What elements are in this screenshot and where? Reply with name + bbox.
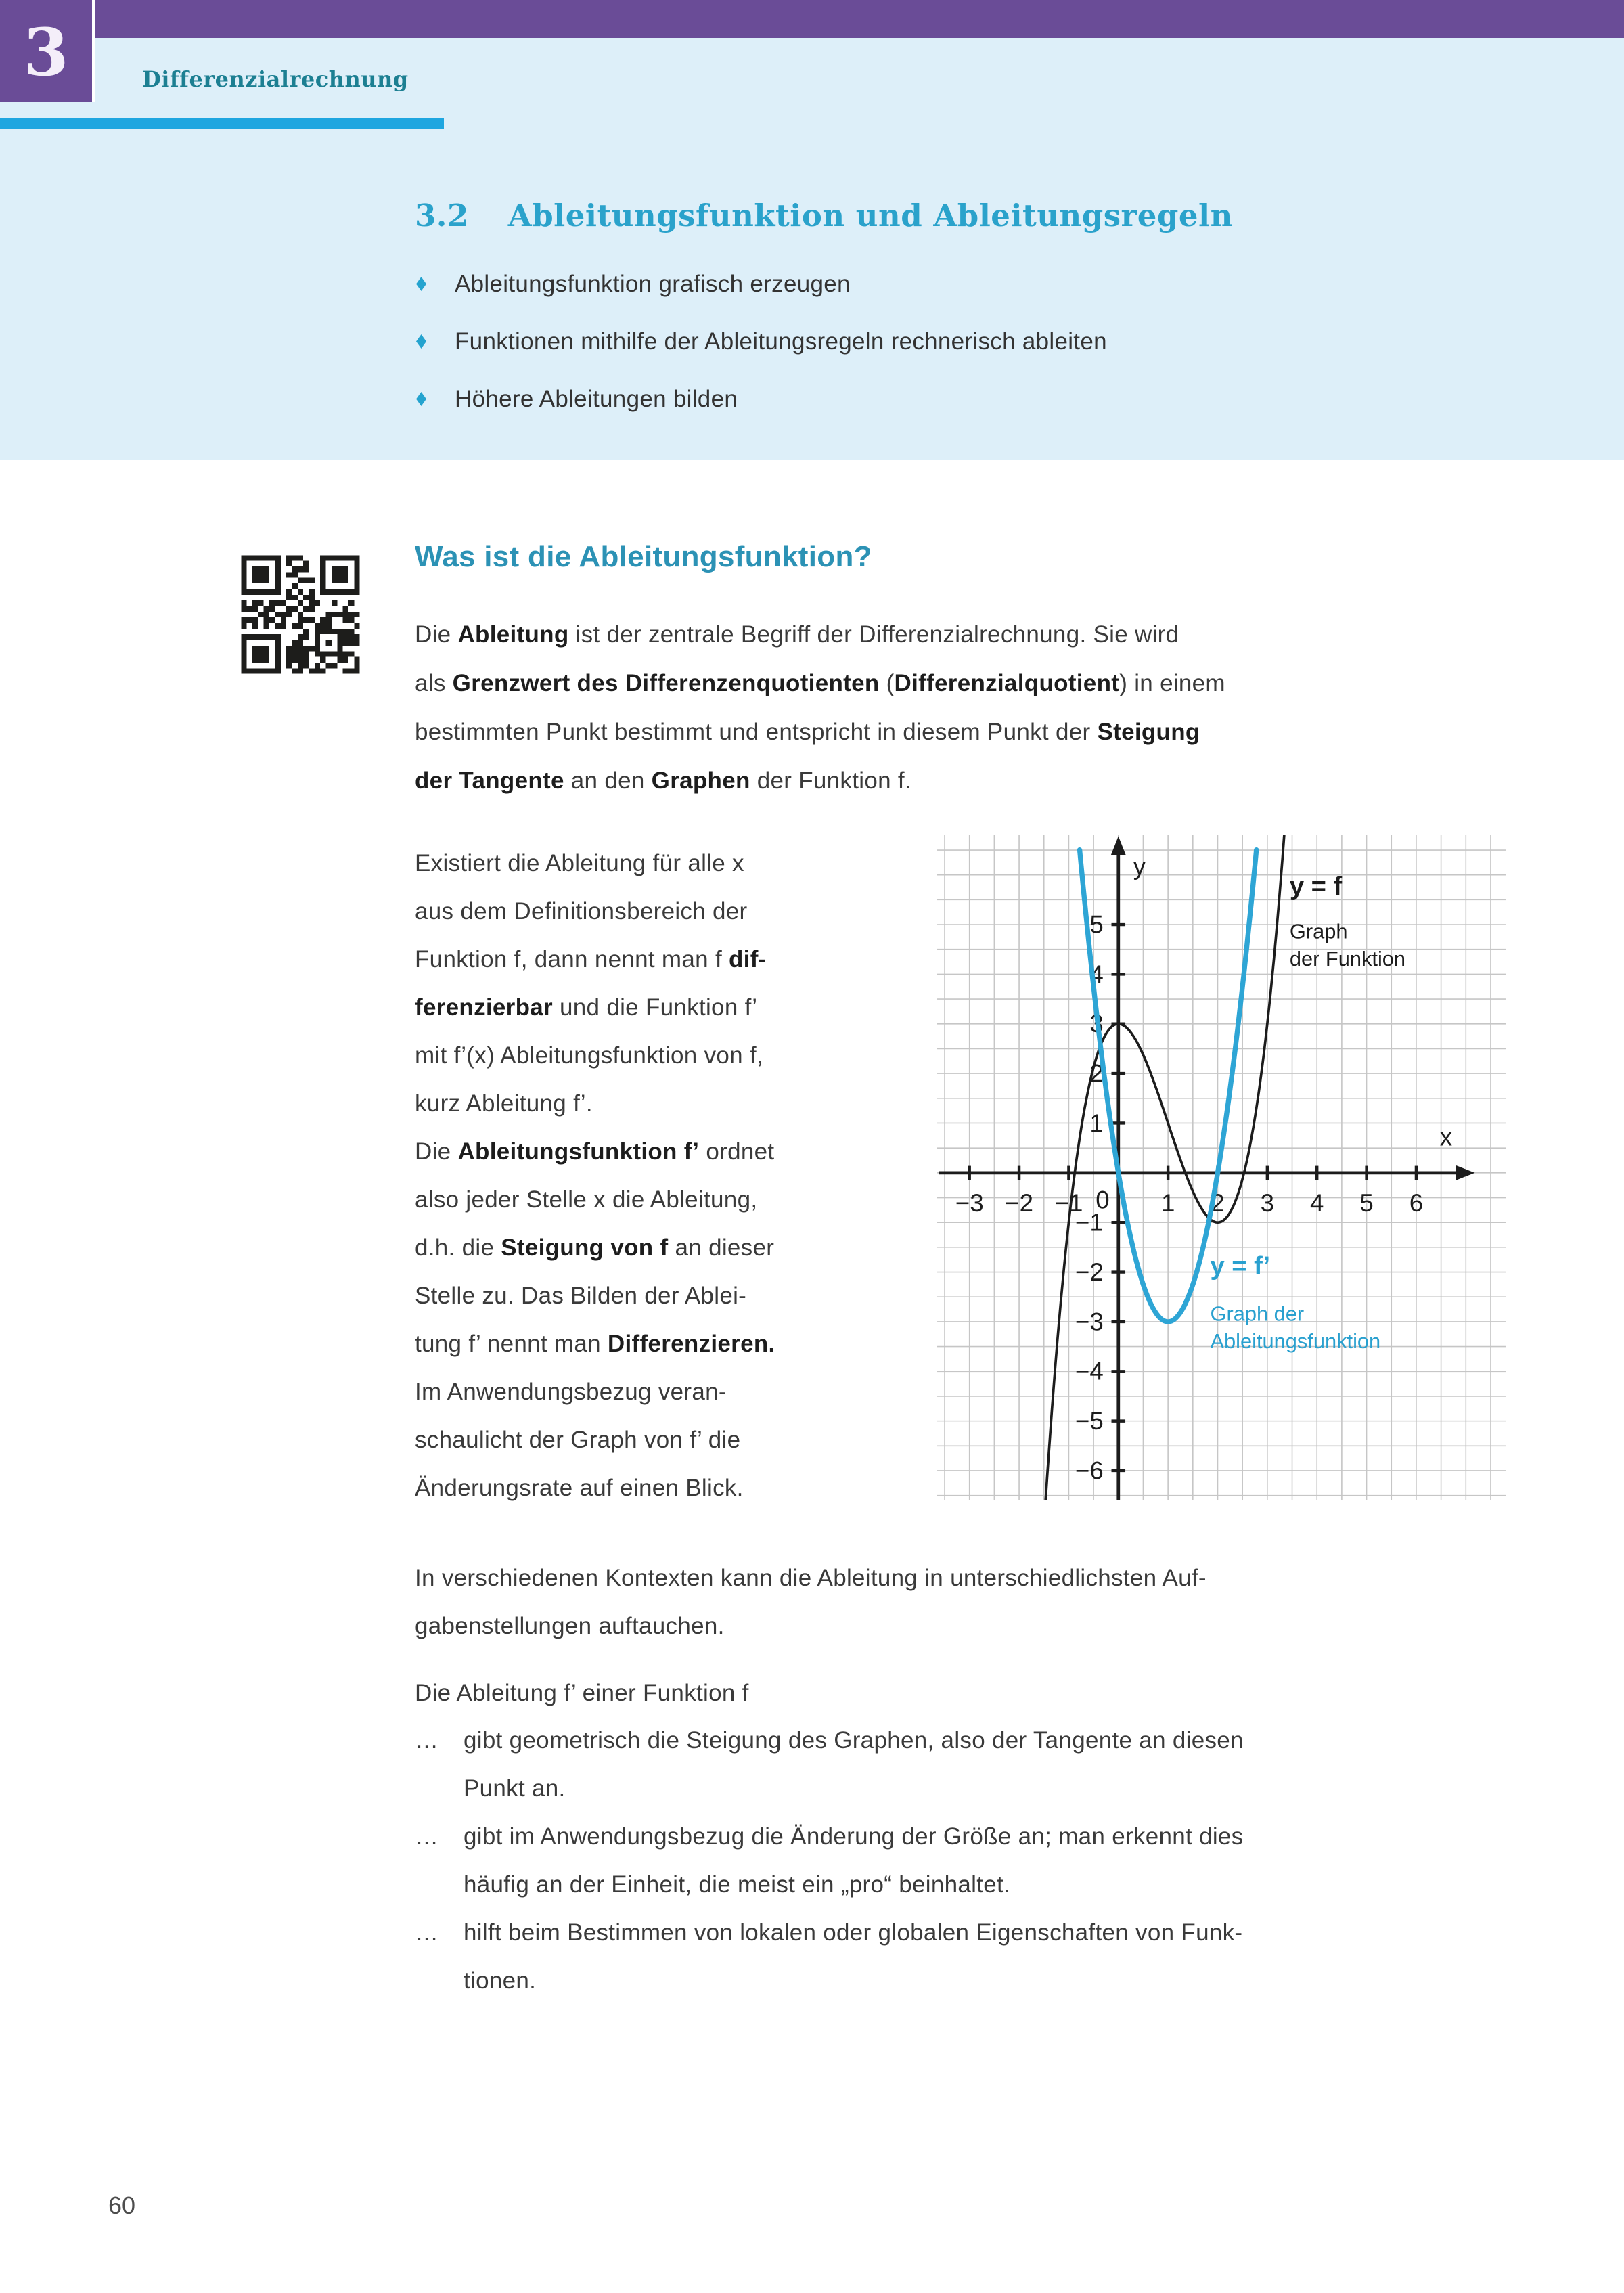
definition-paragraph: Existiert die Ableitung für alle x aus dem Definitionsbereich der Funktion f, dann nennt man f dif- ferenzierbar und die Funktion f’ mit f’(x) Ableitungsfunktion von f, kurz Ableitung f’. Die Ableitungsfunktion f’ ordnet also jeder Stelle x die Ableitung, d.h. die Steigung von f an dieser Stelle zu. Das Bilden der Ablei- tung f’ nennt man Differenzieren. Im Anwendungsbezug veran- schaulicht der Graph von f’ die Änderungsrate auf einen Blick. xyxy=(415,850,775,1501)
svg-text:−3 xyxy=(1075,1308,1104,1335)
list-item xyxy=(415,1716,1244,1812)
learning-goals-list xyxy=(415,271,1107,443)
accent-rule xyxy=(0,118,444,129)
diamond-bullet-icon xyxy=(416,392,426,406)
svg-text:y = f’ xyxy=(1210,1251,1270,1281)
svg-text:5 xyxy=(1359,1189,1373,1217)
svg-text:x xyxy=(1440,1123,1452,1151)
svg-text:1 xyxy=(1161,1189,1175,1217)
svg-text:−4 xyxy=(1075,1358,1104,1385)
section-number: 3.2 xyxy=(415,198,469,233)
chapter-title: Differenzialrechnung xyxy=(142,66,409,92)
svg-text:6 xyxy=(1409,1189,1423,1217)
diamond-bullet-icon xyxy=(416,277,426,291)
article-heading: Was ist die Ableitungsfunktion? xyxy=(415,540,872,573)
svg-text:Ableitungsfunktion xyxy=(1210,1329,1380,1353)
list-item xyxy=(415,271,1107,298)
goal-label: Höhere Ableitungen bilden xyxy=(455,386,738,412)
derivative-properties-list xyxy=(415,1716,1244,2005)
top-purple-bar xyxy=(0,0,1624,38)
ellipsis-marker: … xyxy=(415,1823,439,1850)
list-item-text: hilft beim Bestimmen von lokalen oder globalen Eigenschaften von Funk- tionen. xyxy=(464,1919,1243,1994)
svg-text:5 xyxy=(1089,911,1103,939)
svg-text:4 xyxy=(1310,1189,1324,1217)
diamond-bullet-icon xyxy=(416,334,426,349)
svg-text:Graph xyxy=(1290,920,1348,943)
goal-label: Ableitungsfunktion grafisch erzeugen xyxy=(455,271,851,297)
chapter-number-box xyxy=(0,0,95,102)
list-item xyxy=(415,328,1107,355)
svg-text:−5 xyxy=(1075,1407,1104,1435)
qr-code-icon xyxy=(235,550,365,680)
section-heading xyxy=(415,198,1233,233)
svg-text:0 xyxy=(1096,1186,1109,1214)
list-item xyxy=(415,386,1107,413)
list-item-text: gibt geometrisch die Steigung des Graphen, also der Tangente an diesen Punkt an. xyxy=(464,1727,1244,1802)
svg-text:3 xyxy=(1261,1189,1274,1217)
list-item xyxy=(415,1812,1244,1909)
svg-text:y xyxy=(1133,853,1146,881)
goal-label: Funktionen mithilfe der Ableitungsregeln rechnerisch ableiten xyxy=(455,328,1107,355)
context-paragraph: In verschiedenen Kontexten kann die Ableitung in unterschiedlichsten Auf- gabenstellungen auftauchen. xyxy=(415,1565,1206,1639)
ellipsis-marker: … xyxy=(415,1727,439,1754)
svg-text:y = f xyxy=(1290,872,1343,901)
svg-text:1 xyxy=(1089,1109,1103,1137)
derivative-intro-line: Die Ableitung f’ einer Funktion f xyxy=(415,1680,749,1706)
list-item-text: gibt im Anwendungsbezug die Änderung der Größe an; man erkennt dies häufig an der Einheit, die meist ein „pro“ beinhaltet. xyxy=(464,1823,1244,1898)
svg-text:der Funktion xyxy=(1290,947,1405,971)
ellipsis-marker: … xyxy=(415,1919,439,1946)
intro-paragraph: Die Ableitung ist der zentrale Begriff der Differenzialrechnung. Sie wird als Grenzwert des Differenzenquotienten (Differenzialquotient) in einem bestimmten Punkt bestimmt und entspricht in diesem Punkt der Steigung der Tangente an den Graphen der Funktion f. xyxy=(415,621,1225,794)
svg-text:−2 xyxy=(1005,1189,1033,1217)
svg-text:−2 xyxy=(1075,1258,1104,1286)
section-title: Ableitungsfunktion und Ableitungsregeln xyxy=(508,198,1233,233)
page-number: 60 xyxy=(108,2191,136,2219)
svg-text:−6 xyxy=(1075,1456,1104,1484)
chapter-number: 3 xyxy=(23,14,69,91)
svg-text:−3 xyxy=(955,1189,984,1217)
list-item xyxy=(415,1909,1244,2005)
svg-text:Graph der xyxy=(1210,1301,1304,1325)
function-graph xyxy=(937,835,1506,1500)
